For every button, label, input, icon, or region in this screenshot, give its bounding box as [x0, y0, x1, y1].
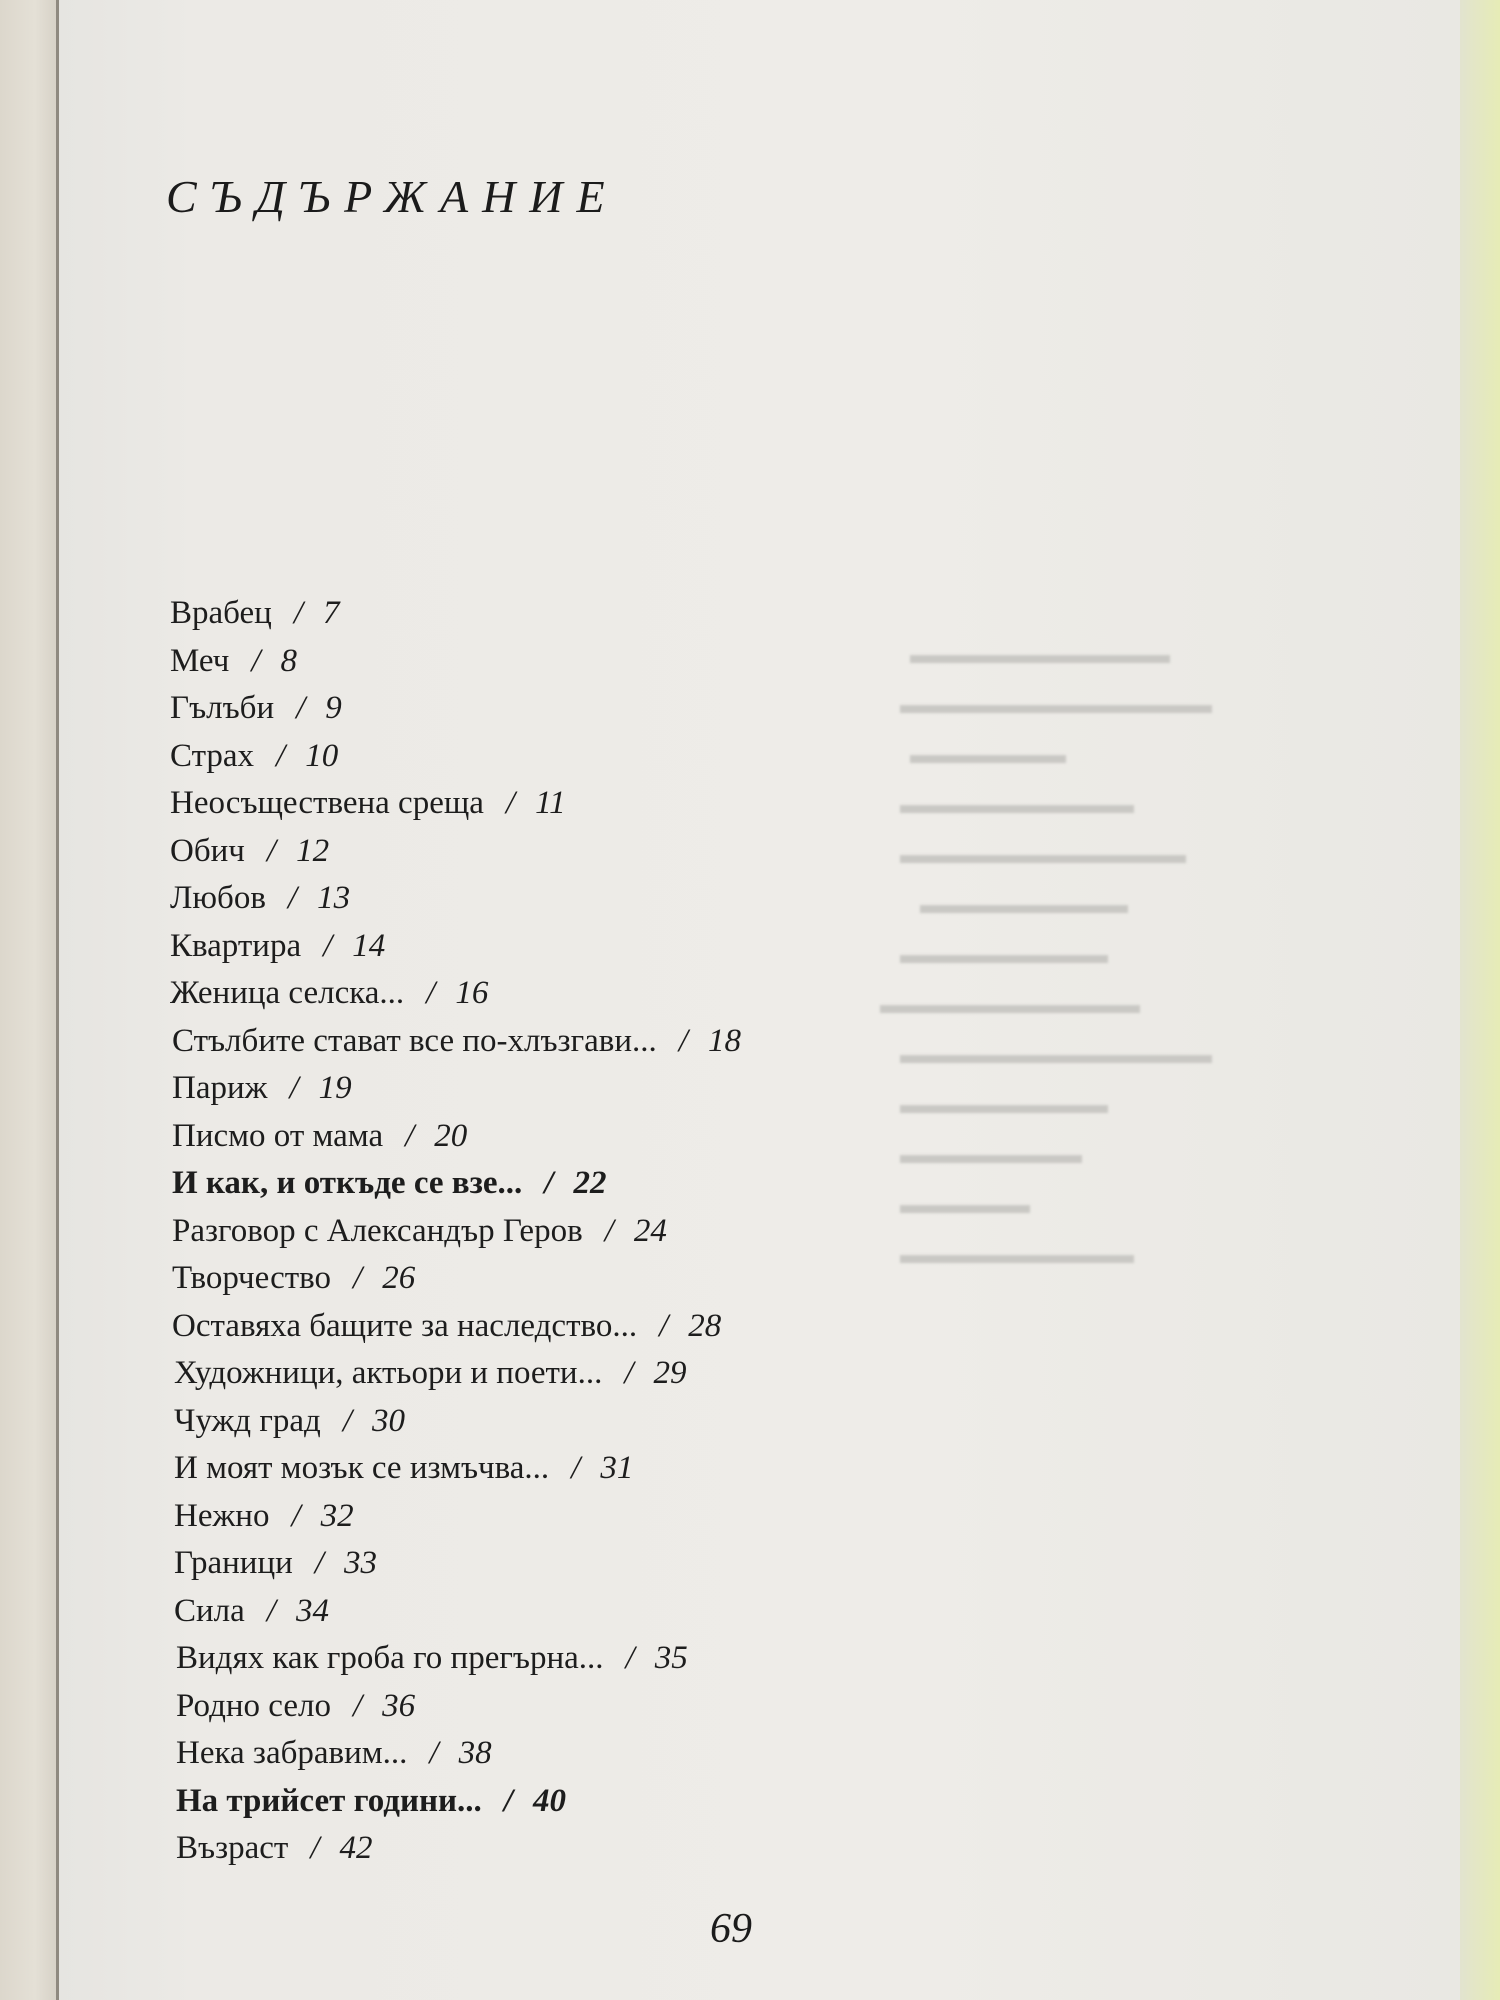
separator: /: [405, 1117, 415, 1154]
toc-entry[interactable]: [170, 1350, 1170, 1398]
entry-page-number: 42: [339, 1830, 373, 1866]
separator: /: [287, 880, 298, 916]
separator: /: [289, 1070, 299, 1106]
separator: /: [659, 1307, 669, 1344]
entry-page-number: 38: [458, 1735, 492, 1771]
entry-title: Художници, актьори и поети...: [174, 1355, 603, 1391]
entry-title: Меч: [170, 642, 230, 679]
toc-entry[interactable]: [170, 1065, 1170, 1113]
separator: /: [426, 975, 436, 1011]
toc-entry[interactable]: [170, 1778, 1170, 1826]
entry-title: Врабец: [170, 595, 272, 631]
entry-page-number: 31: [600, 1450, 634, 1486]
separator: /: [293, 595, 303, 631]
entry-page-number: 19: [318, 1070, 352, 1106]
entry-title: Квартира: [170, 927, 302, 964]
entry-page-number: 22: [573, 1165, 607, 1201]
toc-entry[interactable]: [170, 1303, 1170, 1351]
entry-title: Възраст: [176, 1830, 289, 1866]
toc-entry[interactable]: [170, 1160, 1170, 1208]
entry-page-number: 11: [535, 785, 566, 821]
toc-entry[interactable]: [170, 733, 1170, 781]
entry-title: Оставяха бащите за наследство...: [172, 1307, 638, 1344]
separator: /: [429, 1735, 439, 1771]
entry-page-number: 36: [382, 1687, 416, 1724]
separator: /: [571, 1450, 581, 1486]
entry-page-number: 12: [296, 832, 330, 869]
toc-entry[interactable]: [170, 1018, 1170, 1066]
entry-page-number: 8: [280, 642, 298, 679]
entry-title: Разговор с Александър Геров: [172, 1212, 583, 1249]
separator: /: [291, 1497, 301, 1534]
entry-title: Родно село: [176, 1687, 331, 1724]
entry-page-number: 7: [323, 595, 340, 631]
separator: /: [323, 927, 333, 964]
entry-title: И моят мозък се измъчва...: [174, 1450, 550, 1486]
separator: /: [544, 1165, 554, 1201]
entry-title: Граници: [174, 1545, 293, 1581]
entry-title: Неосъществена среща: [170, 785, 484, 821]
entry-page-number: 28: [688, 1307, 722, 1344]
entry-page-number: 20: [434, 1117, 468, 1154]
entry-page-number: 9: [325, 690, 342, 726]
entry-title: Гълъби: [170, 690, 275, 726]
entry-title: Страх: [170, 737, 255, 774]
separator: /: [251, 642, 261, 679]
entry-page-number: 24: [633, 1212, 667, 1249]
toc-entry[interactable]: [170, 685, 1170, 733]
toc-entry[interactable]: [170, 1398, 1170, 1446]
separator: /: [352, 1687, 363, 1724]
toc-entry[interactable]: [170, 590, 1170, 638]
entry-page-number: 33: [343, 1545, 377, 1581]
separator: /: [314, 1545, 324, 1581]
entry-page-number: 30: [372, 1402, 405, 1439]
entry-page-number: 13: [317, 880, 351, 916]
separator: /: [342, 1402, 352, 1439]
table-of-contents: [170, 590, 1170, 1873]
entry-title: Творчество: [172, 1260, 332, 1296]
entry-title: Париж: [172, 1070, 268, 1106]
separator: /: [604, 1212, 614, 1249]
toc-entry[interactable]: [170, 1445, 1170, 1493]
toc-entry[interactable]: [170, 780, 1170, 828]
entry-page-number: 34: [295, 1592, 329, 1629]
entry-title: И как, и откъде се взе...: [172, 1165, 523, 1201]
toc-entry[interactable]: [170, 828, 1170, 876]
toc-entry[interactable]: [170, 1493, 1170, 1541]
separator: /: [310, 1830, 320, 1866]
entry-page-number: 29: [653, 1355, 687, 1391]
entry-title: Любов: [170, 880, 266, 916]
entry-title: Писмо от мама: [172, 1117, 384, 1154]
entry-page-number: 10: [305, 737, 339, 774]
page-number: 69: [710, 1906, 752, 1952]
entry-page-number: 14: [352, 927, 386, 964]
entry-title: На трийсет години...: [176, 1782, 482, 1819]
entry-title: Женица селска...: [170, 975, 405, 1011]
entry-page-number: 26: [382, 1260, 416, 1296]
toc-entry[interactable]: [170, 1255, 1170, 1303]
separator: /: [624, 1355, 634, 1391]
toc-entry[interactable]: [170, 1588, 1170, 1636]
toc-entry[interactable]: [170, 923, 1170, 971]
toc-entry[interactable]: [170, 970, 1170, 1018]
toc-entry[interactable]: [170, 1208, 1170, 1256]
previous-page-edge: [0, 0, 58, 2000]
separator: /: [503, 1782, 513, 1819]
separator: /: [353, 1260, 363, 1296]
entry-page-number: 32: [320, 1497, 354, 1534]
entry-title: Нежно: [174, 1497, 270, 1534]
toc-entry[interactable]: [170, 1113, 1170, 1161]
toc-entry[interactable]: [170, 1683, 1170, 1731]
toc-entry[interactable]: [170, 1825, 1170, 1873]
entry-title: Чужд град: [174, 1402, 321, 1439]
separator: /: [276, 737, 286, 774]
toc-entry[interactable]: [170, 1730, 1170, 1778]
entry-page-number: 18: [707, 1022, 741, 1059]
entry-title: Стълбите стават все по-хлъзгави...: [172, 1022, 657, 1059]
background-strip: [1460, 0, 1500, 2000]
entry-page-number: 35: [654, 1640, 688, 1676]
toc-entry[interactable]: [170, 1540, 1170, 1588]
entry-title: Обич: [170, 832, 245, 869]
entry-page-number: 16: [455, 975, 489, 1011]
entry-title: Нека забравим...: [176, 1735, 408, 1771]
entry-page-number: 40: [532, 1782, 566, 1819]
separator: /: [505, 785, 516, 821]
contents-heading: СЪДЪРЖАНИЕ: [166, 171, 619, 222]
separator: /: [266, 1592, 276, 1629]
entry-title: Сила: [174, 1592, 245, 1629]
toc-entry[interactable]: [170, 1635, 1170, 1683]
toc-entry[interactable]: [170, 638, 1170, 686]
toc-entry[interactable]: [170, 875, 1170, 923]
separator: /: [625, 1640, 635, 1676]
separator: /: [678, 1022, 688, 1059]
entry-title: Видях как гроба го прегърна...: [176, 1640, 604, 1676]
separator: /: [296, 690, 306, 726]
separator: /: [266, 832, 277, 869]
